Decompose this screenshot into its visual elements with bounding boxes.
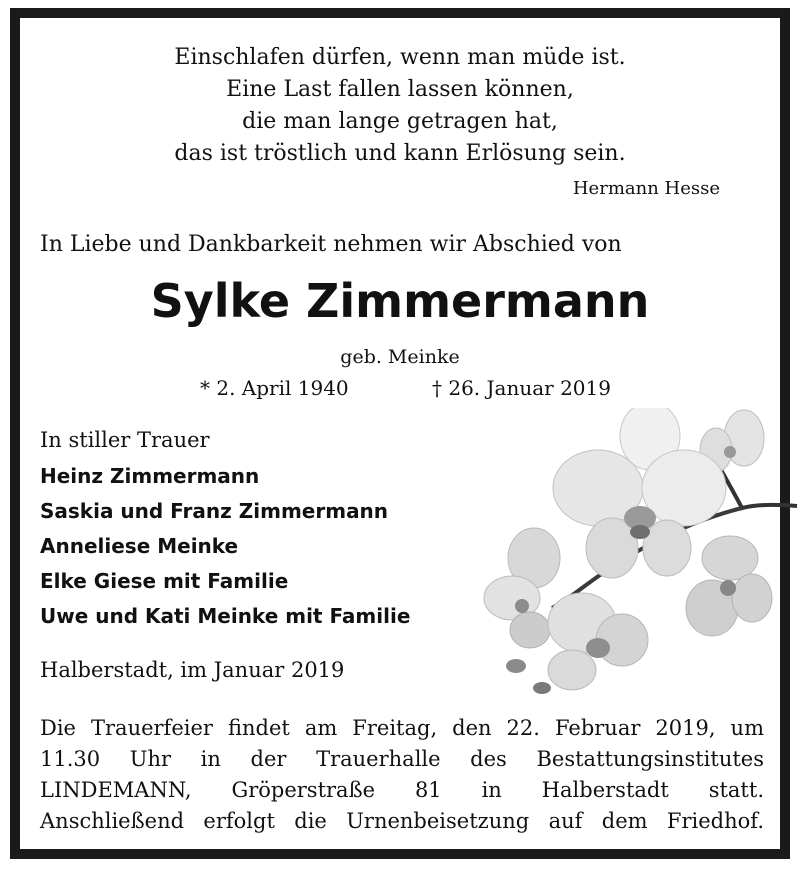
mourning-label: In stiller Trauer [40, 428, 210, 452]
mourner-name: Heinz Zimmermann [40, 464, 260, 488]
orchid-blossom [548, 593, 648, 690]
funeral-line: Die Trauerfeier findet am Freitag, den 22. Februar 2019, um [40, 716, 764, 740]
poem-line: das ist tröstlich und kann Erlösung sein. [174, 141, 626, 166]
funeral-line: Anschließend erfolgt die Urnenbeisetzung auf dem Friedhof. [40, 809, 764, 833]
deceased-name: Sylke Zimmermann [150, 274, 650, 328]
funeral-line: LINDEMANN, Gröperstraße 81 in Halberstadt statt. [40, 778, 764, 802]
mourner-name: Uwe und Kati Meinke mit Familie [40, 604, 411, 628]
orchid-image [472, 408, 800, 708]
mourner-name: Saskia und Franz Zimmermann [40, 499, 389, 523]
birth-date: * 2. April 1940 [200, 376, 349, 400]
maiden-name: geb. Meinke [340, 346, 460, 368]
orchid-blossom [553, 408, 726, 578]
obituary-notice [10, 8, 790, 859]
funeral-line: 11.30 Uhr in der Trauerhalle des Bestattungsinstitutes [40, 747, 764, 771]
poem-line: Eine Last fallen lassen können, [226, 77, 574, 102]
orchid-bud [506, 659, 526, 673]
funeral-announcement [40, 713, 764, 837]
orchid-stem [720, 468, 797, 508]
death-date: † 26. Januar 2019 [432, 376, 611, 400]
poem-line: die man lange getragen hat, [242, 109, 558, 134]
orchid-bud [533, 682, 551, 694]
intro-text: In Liebe und Dankbarkeit nehmen wir Abschied von [40, 232, 622, 257]
mourner-name: Anneliese Meinke [40, 534, 239, 558]
place-date: Halberstadt, im Januar 2019 [40, 658, 345, 682]
mourner-name: Elke Giese mit Familie [40, 569, 289, 593]
orchid-blossom [686, 536, 772, 636]
poem-line: Einschlafen dürfen, wenn man müde ist. [174, 45, 626, 70]
poem-author: Hermann Hesse [572, 178, 720, 199]
